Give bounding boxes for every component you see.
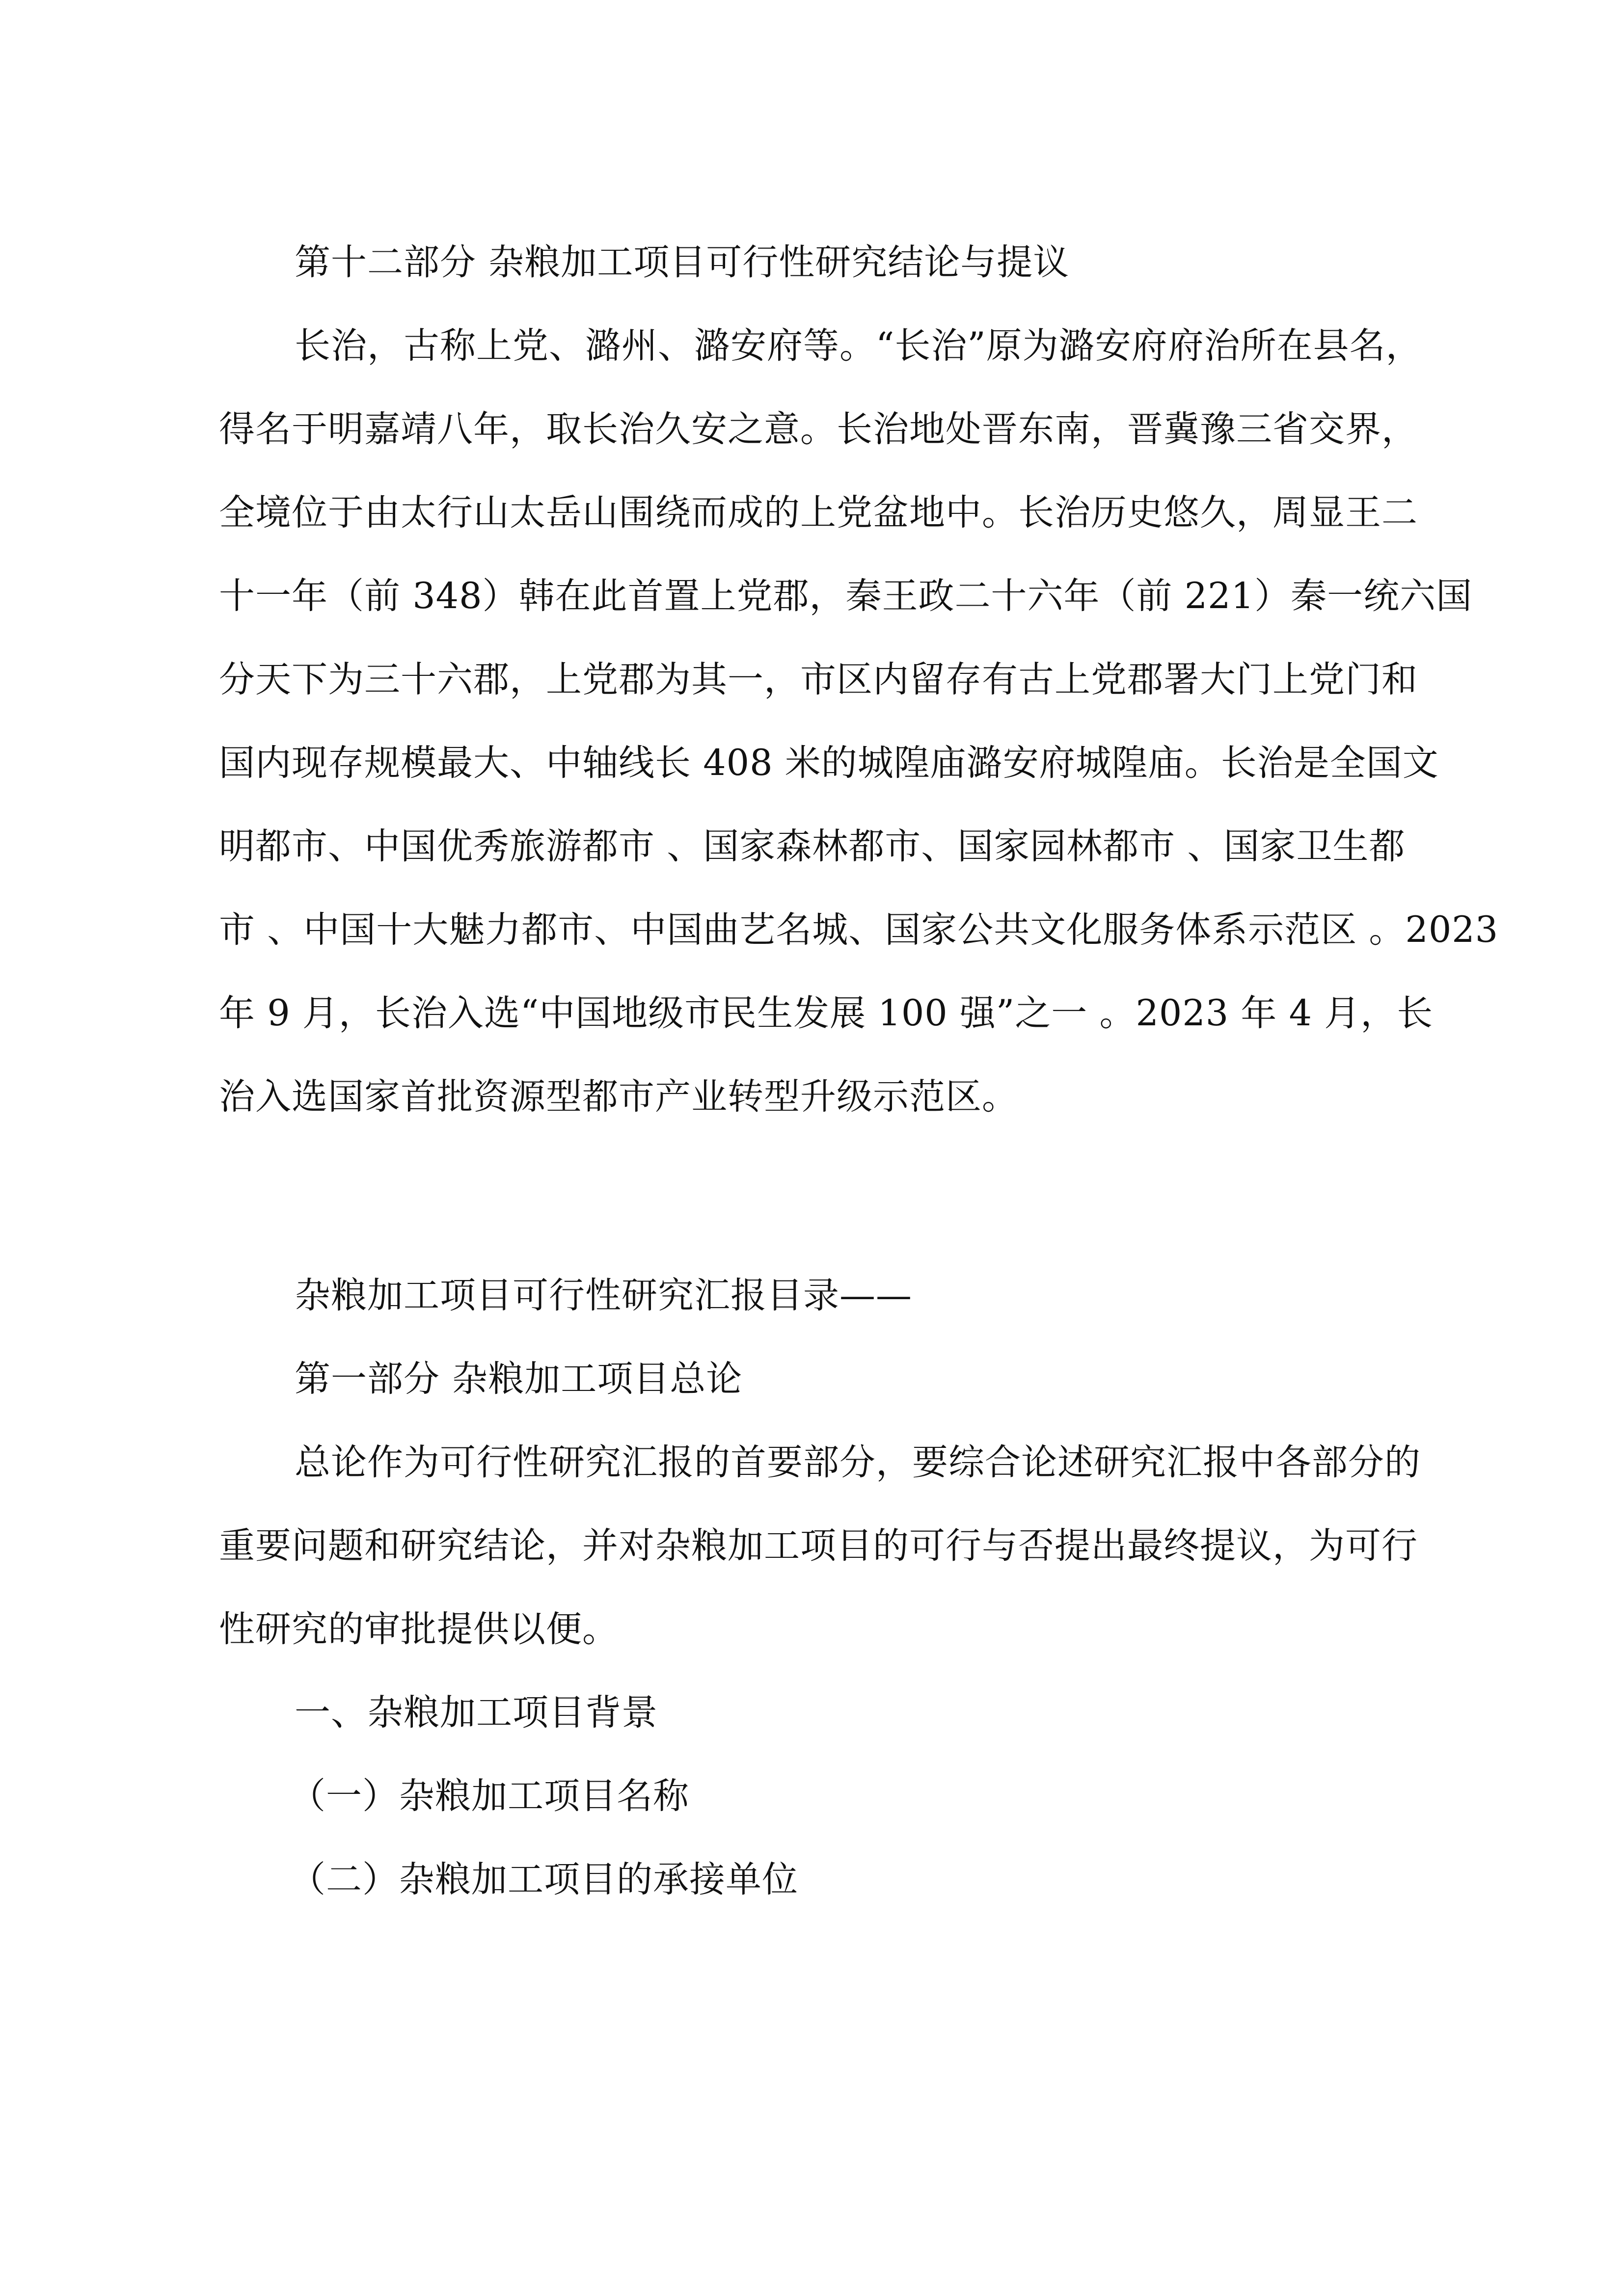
paragraph-line: 国内现存规模最大、中轴线长 408 米的城隍庙潞安府城隍庙。长治是全国文 <box>219 742 1439 784</box>
toc-title: 杂粮加工项目可行性研究汇报目录—— <box>295 1275 912 1316</box>
toc-item: （一）杂粮加工项目名称 <box>290 1775 689 1817</box>
paragraph-line: 市 、中国十大魅力都市、中国曲艺名城、国家公共文化服务体系示范区 。2023 <box>219 909 1499 951</box>
paragraph-line: 长治，古称上党、潞州、潞安府等。“长治”原为潞安府府治所在县名， <box>295 325 1422 367</box>
toc-item: （二）杂粮加工项目的承接单位 <box>290 1859 798 1900</box>
intro-line: 性研究的审批提供以便。 <box>219 1608 619 1650</box>
intro-line: 总论作为可行性研究汇报的首要部分，要综合论述研究汇报中各部分的 <box>295 1442 1421 1483</box>
section-heading: 第十二部分 杂粮加工项目可行性研究结论与提议 <box>295 241 1070 283</box>
part-one-heading: 第一部分 杂粮加工项目总论 <box>295 1358 743 1400</box>
paragraph-line: 明都市、中国优秀旅游都市 、国家森林都市、国家园林都市 、国家卫生都 <box>219 826 1406 867</box>
paragraph-line: 十一年（前 348）韩在此首置上党郡，秦王政二十六年（前 221）秦一统六国 <box>219 575 1473 617</box>
background-heading: 一、杂粮加工项目背景 <box>295 1692 658 1734</box>
paragraph-line: 年 9 月，长治入选“中国地级市民生发展 100 强”之一 。2023 年 4 月，长 <box>219 992 1434 1034</box>
paragraph-line: 得名于明嘉靖八年，取长治久安之意。长治地处晋东南，晋冀豫三省交界， <box>219 408 1418 450</box>
paragraph-line: 全境位于由太行山太岳山围绕而成的上党盆地中。长治历史悠久，周显王二 <box>219 492 1418 534</box>
paragraph-line: 分天下为三十六郡，上党郡为其一，市区内留存有古上党郡署大门上党门和 <box>219 659 1418 700</box>
intro-line: 重要问题和研究结论，并对杂粮加工项目的可行与否提出最终提议，为可行 <box>219 1525 1418 1567</box>
paragraph-line: 治入选国家首批资源型都市产业转型升级示范区。 <box>219 1076 1018 1118</box>
